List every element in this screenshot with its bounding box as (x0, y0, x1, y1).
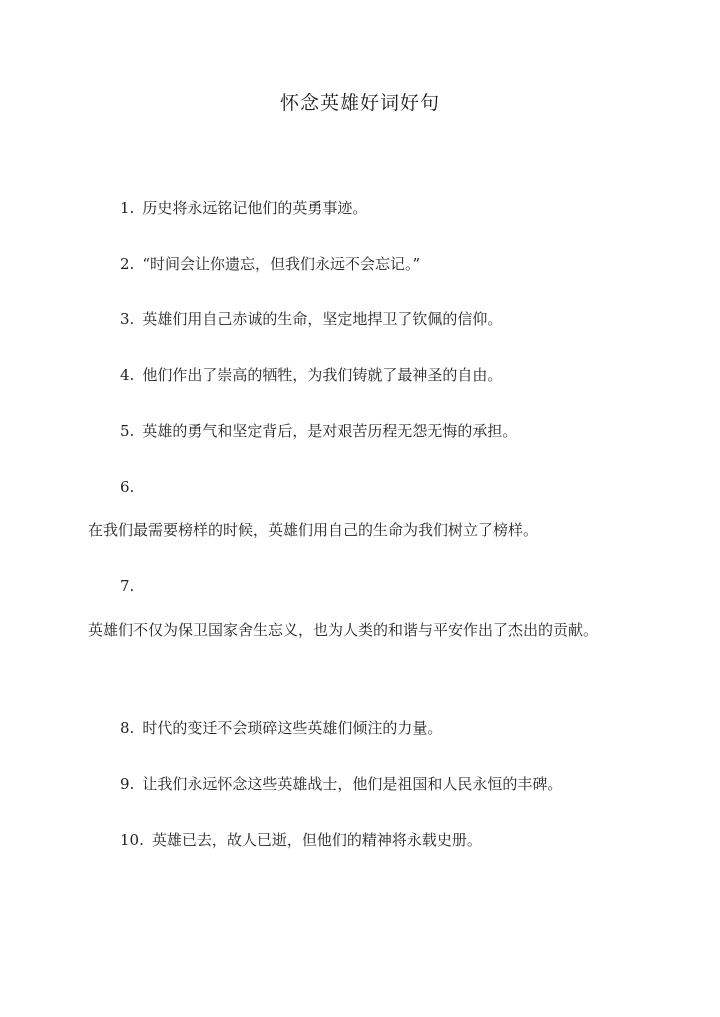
item-number: 7. (120, 577, 135, 595)
item-number: 10. (120, 831, 144, 849)
list-item (120, 421, 517, 441)
list-item (120, 774, 562, 794)
item-text: 英雄们用自己赤诚的生命，坚定地捍卫了钦佩的信仰。 (142, 310, 503, 328)
list-item (120, 718, 442, 738)
item-text: 英雄的勇气和坚定背后，是对艰苦历程无怨无悔的承担。 (142, 422, 518, 440)
page-title: 怀念英雄好词好句 (279, 92, 440, 114)
list-item (120, 198, 367, 218)
item-number: 8. (120, 719, 135, 737)
item-number: 9. (120, 775, 135, 793)
item-number: 4. (120, 366, 135, 384)
item-text: 让我们永远怀念这些英雄战士，他们是祖国和人民永恒的丰碑。 (142, 775, 563, 793)
list-item (120, 254, 420, 274)
item-number: 6. (120, 478, 135, 496)
item-text: 历史将永远铭记他们的英勇事迹。 (142, 199, 368, 217)
item-number: 2. (120, 255, 135, 273)
list-item (120, 830, 482, 850)
list-item (120, 309, 502, 329)
item-number: 3. (120, 310, 135, 328)
item-text: 在我们最需要榜样的时候，英雄们用自己的生命为我们树立了榜样。 (88, 521, 539, 539)
item-number: 5. (120, 422, 135, 440)
item-number: 1. (120, 199, 135, 217)
item-text: 英雄已去，故人已逝，但他们的精神将永载史册。 (151, 831, 482, 849)
item-text: “时间会让你遗忘，但我们永远不会忘记。” (142, 255, 421, 273)
item-text: 他们作出了崇高的牺牲，为我们铸就了最神圣的自由。 (142, 366, 503, 384)
list-item (120, 365, 502, 385)
item-text: 英雄们不仅为保卫国家舍生忘义，也为人类的和谐与平安作出了杰出的贡献。 (88, 621, 599, 639)
item-text: 时代的变迁不会琐碎这些英雄们倾注的力量。 (142, 719, 443, 737)
